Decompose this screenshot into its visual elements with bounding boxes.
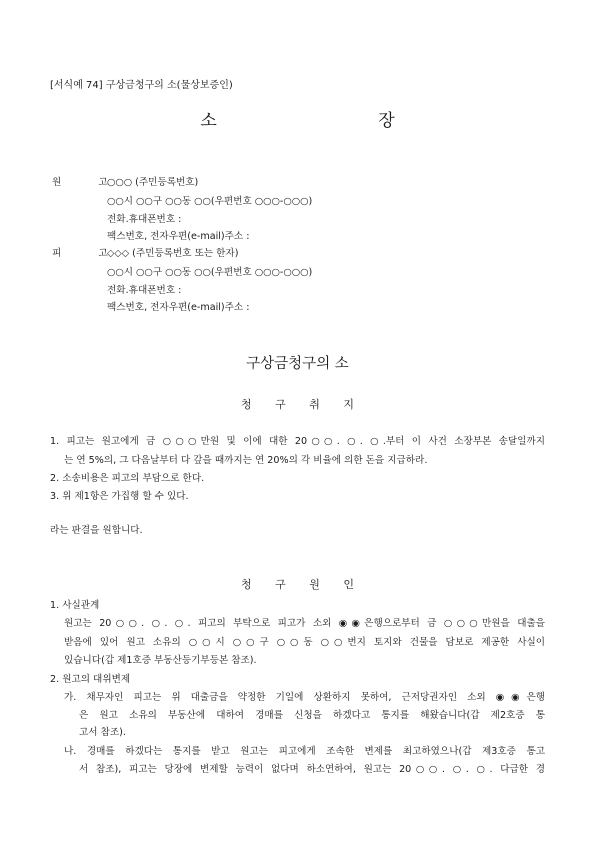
defendant-phone: 전화․휴대폰번호 : xyxy=(107,285,182,296)
defendant-address: ○○시 ○○구 ○○동 ○○(우편번호 ○○○-○○○) xyxy=(107,267,313,278)
cause-section-2b-line: 서 참조), 피고는 당장에 변제할 능력이 없다며 하소연하여, 원고는 20○○. ○. ○. 다급한 경 xyxy=(79,764,545,775)
cause-section-2a-line: 은 원고 소유의 부동산에 대하여 경매를 신청을 하겠다고 통지를 해왔습니다(갑 제2호증 통 xyxy=(79,710,545,721)
form-label: [서식예 74] 구상금청구의 소(물상보증인) xyxy=(50,80,233,91)
plaintiff-phone: 전화․휴대폰번호 : xyxy=(107,214,182,225)
defendant-name: ◇◇◇ (주민등록번호 또는 한자) xyxy=(107,248,239,259)
document-title: 소 장 xyxy=(200,111,473,131)
plaintiff-role-label: 원 고 xyxy=(52,177,125,188)
cause-section-2a-line: 고서 참조). xyxy=(79,727,126,738)
plaintiff-address: ○○시 ○○구 ○○동 ○○(우편번호 ○○○-○○○) xyxy=(107,196,313,207)
cause-section-2-title: 2. 원고의 대위변제 xyxy=(50,674,131,685)
cause-section-2a-line: 가. 채무자인 피고는 위 대출금을 약정한 기일에 상환하지 못하여, 근저당권자인 소외 ◉◉은행 xyxy=(64,692,545,703)
cause-section-1-line: 원고는 20○○. ○. ○. 피고의 부탁으로 피고가 소외 ◉◉은행으로부터 금 ○○○만원을 대출을 xyxy=(64,618,545,629)
claim-item-3: 3. 위 제1항은 가집행 할 수 있다. xyxy=(50,491,189,502)
cause-heading: 청 구 원 인 xyxy=(241,578,364,591)
defendant-fax-email: 팩스번호, 전자우편(e-mail)주소 : xyxy=(107,302,250,313)
cause-section-1-title: 1. 사실관계 xyxy=(50,600,100,611)
cause-section-1-line: 받음에 있어 원고 소유의 ○○시 ○○구 ○○동 ○○번지 토지와 건물을 담보로 제공한 사실이 xyxy=(64,637,545,648)
plaintiff-name: ○○○ (주민등록번호) xyxy=(107,177,199,188)
claim-item-2: 2. 소송비용은 피고의 부담으로 한다. xyxy=(50,473,205,484)
defendant-role-label: 피 고 xyxy=(52,248,125,259)
judgment-request: 라는 판결을 원합니다. xyxy=(50,525,143,536)
claim-heading: 청 구 취 지 xyxy=(241,398,364,411)
cause-section-1-line: 있습니다(갑 제1호증 부동산등기부등본 참조). xyxy=(64,655,257,666)
cause-section-2b-line: 나. 경매를 하겠다는 통지를 받고 원고는 피고에게 조속한 변제를 최고하였으나(갑 제3호증 통고 xyxy=(64,746,545,757)
plaintiff-fax-email: 팩스번호, 전자우편(e-mail)주소 : xyxy=(107,231,250,242)
claim-item-1-cont: 는 연 5%의, 그 다음날부터 다 갚을 때까지는 연 20%의 각 비율에 의한 돈을 지급하라. xyxy=(64,455,428,466)
case-title: 구상금청구의 소 xyxy=(246,356,349,372)
claim-item-1: 1. 피고는 원고에게 금 ○○○만원 및 이에 대한 20○○. ○. ○.부터 이 사건 소장부본 송달일까지 xyxy=(50,436,545,447)
